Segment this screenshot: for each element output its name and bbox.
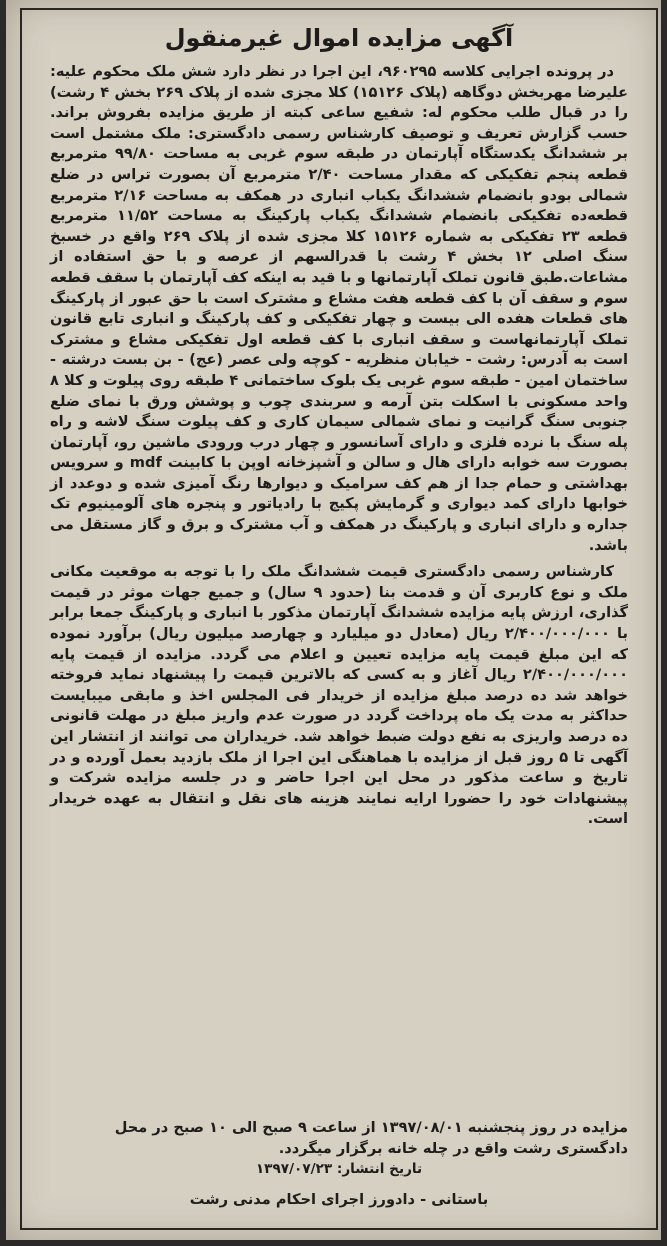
signature-line: باستانی - دادورز اجرای احکام مدنی رشت: [189, 1190, 489, 1208]
notice-frame: [20, 8, 658, 1230]
notice-paragraph-valuation: کارشناس رسمی دادگستری قیمت ششدانگ ملک را با توجه به موقعیت مکانی ملک و نوع کاربری آن و قدمت بنا (حدود ۹ سال) و جمیع جهات موثر در قیمت گذاری، ارزش پایه مزایده ششدانگ آپارتمان مذکور با انباری و پارکینگ جمعا برابر با ۲/۴۰۰/۰۰۰/۰۰۰ ریال (معادل دو میلیارد و چهارصد میلیون ریال) برآورد نموده که این مبلغ قیمت پایه مزایده تعیین و اعلام می گردد. مزایده از قیمت پایه ۲/۴۰۰/۰۰۰/۰۰۰ ریال آغاز و به کسی که بالاترین قیمت را پیشنهاد نماید فروخته خواهد شد ده درصد مبلغ مزایده از خریدار فی المجلس اخذ و مابقی میبایست حداکثر به مدت یک ماه پرداخت گردد در صورت عدم واریز مبلغ در مهلت قانونی ده درصد واریزی به نفع دولت ضبط خواهد شد. خریداران می توانند از انتشار این آگهی تا ۵ روز قبل از مزایده با هماهنگی این اجرا از ملک بازدید بعمل آورده و در تاریخ و ساعت مذکور در محل این اجرا حاضر و در جلسه مزایده شرکت و پیشنهادات خود را حضورا ارایه نمایند هزینه های نقل و انتقال به عهده خریدار است.: [50, 563, 628, 828]
newspaper-clipping: [6, 0, 661, 1240]
auction-time-paragraph: مزایده در روز پنجشنبه ۱۳۹۷/۰۸/۰۱ از ساعت ۹ صبح الی ۱۰ صبح در محل دادگستری رشت واقع در چله خانه برگزار میگردد.: [114, 1119, 628, 1157]
notice-body: [50, 62, 628, 836]
notice-title: آگهی مزایده اموال غیرمنقول: [164, 24, 514, 52]
notice-paragraph-property: در پرونده اجرایی کلاسه ۹۶۰۲۹۵، این اجرا در نظر دارد شش ملک محکوم علیه: علیرضا مهربخش دوگاهه (پلاک ۱۵۱۲۶) کلا مجزی شده از پلاک ۲۶۹ بخش ۴ رشت) را در قبال طلب محکوم له: شفیع ساعی کبته از طریق مزایده بفروش براند. حسب گزارش تعریف و توصیف کارشناس رسمی دادگستری: ملک مشتمل است بر ششدانگ یکدستگاه آپارتمان در طبقه سوم غربی به مساحت ۹۹/۸۰ مترمربع قطعه پنجم تفکیکی که مقدار مساحت ۲/۴۰ مترمربع آن بصورت تراس در ضلع شمالی بودو بانضمام ششدانگ یکباب انباری در همکف به مساحت ۲/۱۶ مترمربع قطعه‌ده تفکیکی بانضمام ششدانگ یکباب پارکینگ به مساحت ۱۱/۵۲ مترمربع قطعه ۲۳ تفکیکی به شماره ۱۵۱۲۶ کلا مجزی شده از پلاک ۲۶۹ واقع در خسبخ سنگ اصلی ۱۲ بخش ۴ رشت با قدرالسهم از عرصه و با حق استفاده از مشاعات.طبق قانون تملک آپارتمانها و با قید به اینکه کف آپارتمان با سقف قطعه سوم و سقف آن با کف قطعه هفت مشاع و مشترک است با حق عبور از پارکینگ های قطعات هفده الی بیست و چهار تفکیکی و کف پارکینگ و انباری تابع قانون تملک آپارتمانهاست و سقف انباری با کف قطعه اول تفکیکی مشاع و مشترک است به آدرس: رشت - خیابان منظریه - کوچه ولی عصر (عج) - بن بست درشته - ساختمان امین - طبقه سوم غربی یک بلوک ساختمانی ۴ طبقه روی پیلوت و کلا ۸ واحد مسکونی با اسکلت بتن آرمه و سربندی چوب و پوشش ورق با نمای ضلع جنوبی سنگ گرانیت و نمای شمالی سیمان کاری و کف پیلوت سنگ لاشه و راه پله سنگ با نرده فلزی و دارای آسانسور و چهار درب ورودی ماشین رو، آپارتمان بصورت سه خوابه دارای هال و سالن و آشپزخانه اوپن با کابینت mdf و سرویس بهداشتی و حمام جدا از هم کف سرامیک و دیوارها رنگ آمیزی شده و دوعدد از خوابها دارای کمد دیواری و گرمایش پکیج با رادیاتور و پنجره های آلومینیوم تک جداره و دارای انباری و پارکینگ در همکف و آب مشترک و برق و گاز مستقل می باشد.: [50, 63, 629, 554]
publish-date: تاریخ انتشار: ۱۳۹۷/۰۷/۲۳: [255, 1161, 423, 1178]
notice-footer: [50, 1118, 628, 1210]
